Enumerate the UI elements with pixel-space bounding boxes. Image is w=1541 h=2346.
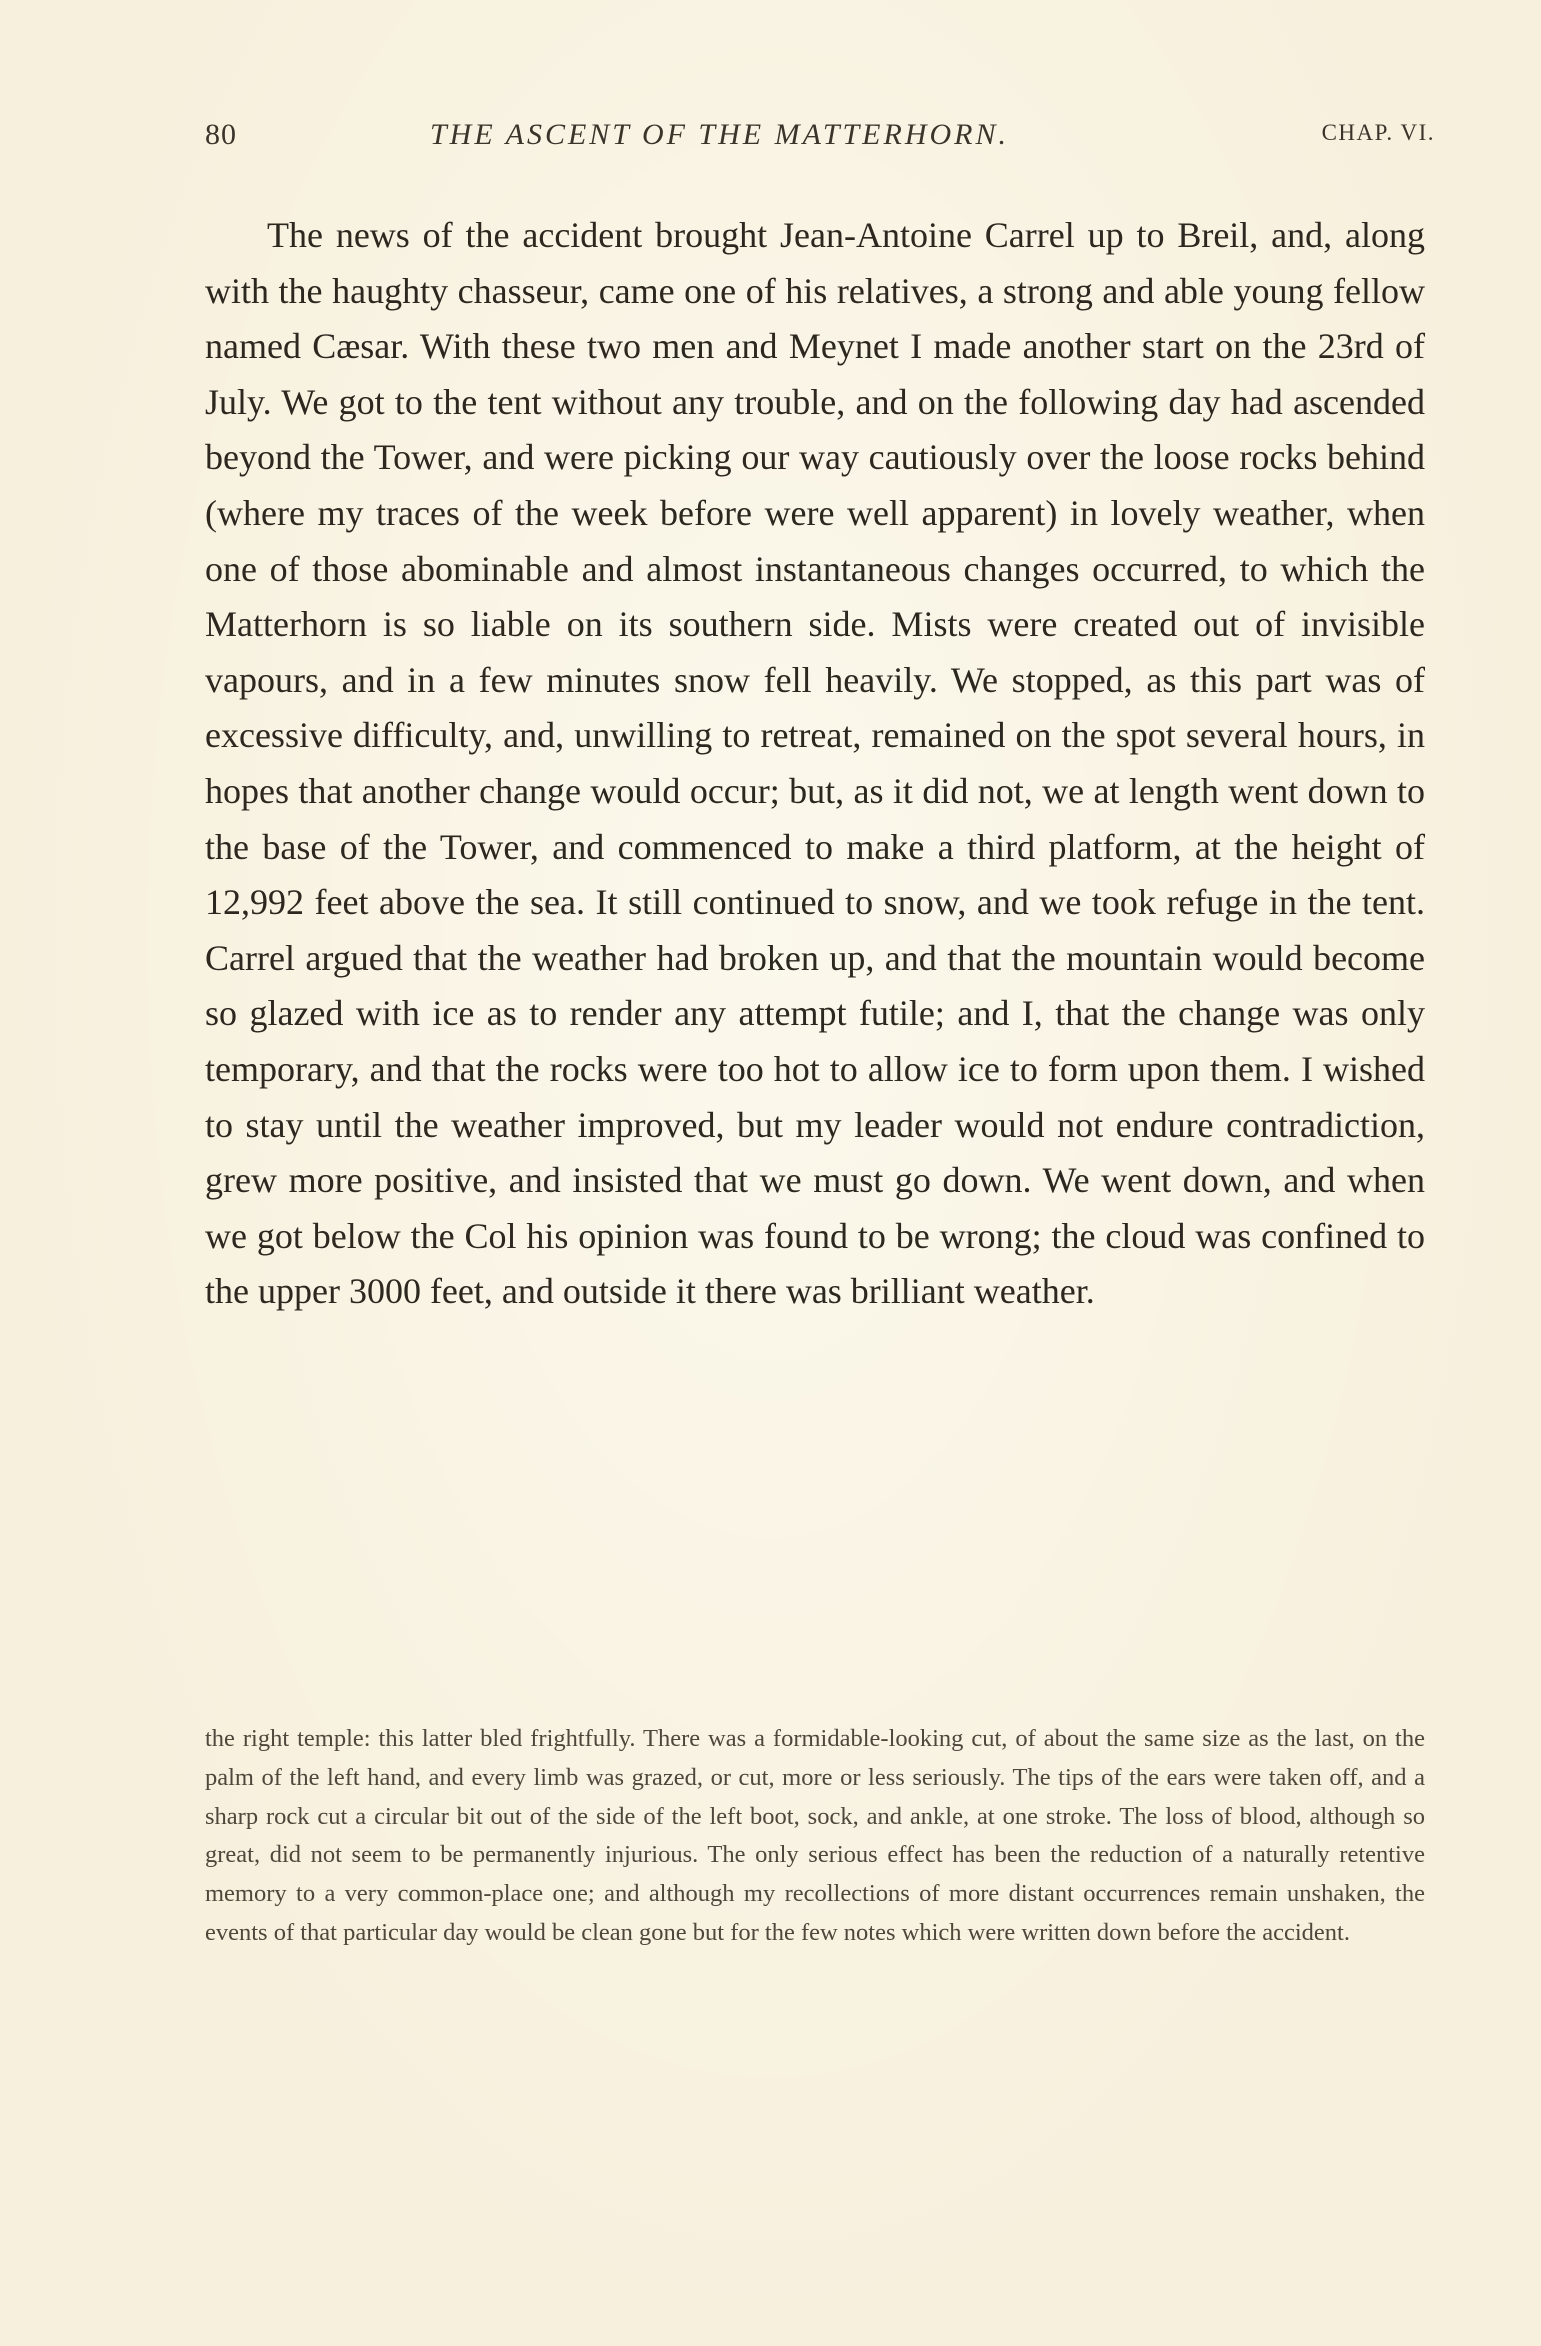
page-number: 80	[205, 118, 237, 151]
footnote: the right temple: this latter bled frightfully. There was a formidable-looking cut, of about the same size as the last, on the palm of the left hand, and every limb was grazed, or cut, more or less seriously. The tips of the ears were taken off, and a sharp rock cut a circular bit out of the side of the left boot, sock, and ankle, at one stroke. The loss of blood, although so great, did not seem to be permanently injurious. The only serious effect has been the reduction of a naturally retentive memory to a very common-place one; and although my recollections of more distant occurrences remain unshaken, the events of that particular day would be clean gone but for the few notes which were written down before the accident.	[205, 1725, 1425, 1946]
body-paragraph: The news of the accident brought Jean-Antoine Carrel up to Breil, and, along with the haughty chasseur, came one of his relatives, a strong and able young fellow named Cæsar. With these two men and Meynet I made another start on the 23rd of July. We got to the tent without any trouble, and on the following day had ascended beyond the Tower, and were picking our way cautiously over the loose rocks behind (where my traces of the week before were well apparent) in lovely weather, when one of those abominable and almost instantaneous changes occurred, to which the Matterhorn is so liable on its southern side. Mists were created out of invisible vapours, and in a few minutes snow fell heavily. We stopped, as this part was of excessive difficulty, and, unwilling to retreat, remained on the spot several hours, in hopes that another change would occur; but, as it did not, we at length went down to the base of the Tower, and commenced to make a third platform, at the height of 12,992 feet above the sea. It still continued to snow, and we took refuge in the tent. Carrel argued that the weather had broken up, and that the mountain would become so glazed with ice as to render any attempt futile; and I, that the change was only temporary, and that the rocks were too hot to allow ice to form upon them. I wished to stay until the weather improved, but my leader would not endure contradiction, grew more positive, and insisted that we must go down. We went down, and when we got below the Col his opinion was found to be wrong; the cloud was confined to the upper 3000 feet, and outside it there was brilliant weather.	[205, 215, 1425, 1312]
book-title: THE ASCENT OF THE MATTERHORN.	[430, 118, 1009, 151]
chapter-label: CHAP. VI.	[1321, 120, 1435, 145]
running-head	[205, 118, 1435, 158]
